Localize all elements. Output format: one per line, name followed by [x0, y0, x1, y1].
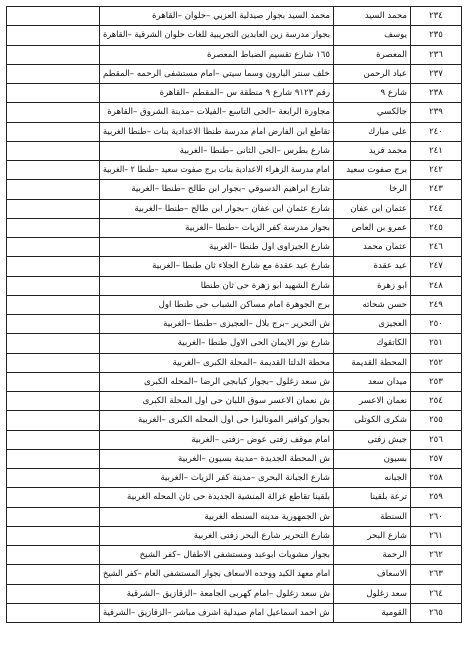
branch-name-text: ميدان سعد [368, 376, 407, 387]
branch-name-text: عثمان محمد [363, 242, 407, 253]
branch-name-cell [334, 7, 411, 26]
branch-name-text: جالكسي [376, 107, 407, 118]
empty-cell [7, 526, 100, 545]
branch-address-cell [100, 238, 334, 257]
empty-cell [7, 103, 100, 122]
branch-address-cell [100, 372, 334, 391]
empty-cell [7, 584, 100, 603]
table-row [7, 449, 462, 468]
branch-name-cell [334, 507, 411, 526]
branch-address-cell [100, 26, 334, 45]
branch-name-cell [334, 469, 411, 488]
empty-cell [7, 334, 100, 353]
empty-cell [7, 507, 100, 526]
row-number-cell: ٢٦٢ [411, 546, 462, 565]
table-row [7, 469, 462, 488]
row-number-cell: ٢٦٣ [411, 565, 462, 584]
empty-cell [7, 565, 100, 584]
branch-address-cell [100, 469, 334, 488]
branch-address-text: ش احمد اسماعيل امام صيدلية اشرف مباشر –الزقازيق –الشرقية [103, 607, 330, 618]
branch-address-text: بجوار مدرسة كفر الزيات –طنطا –الغربية [185, 222, 330, 233]
row-number-cell: ٢٥٣ [411, 372, 462, 391]
empty-cell [7, 141, 100, 160]
empty-cell [7, 122, 100, 141]
branch-name-cell [334, 546, 411, 565]
empty-cell [7, 238, 100, 257]
table-row [7, 218, 462, 237]
branch-address-text: رقم ٩١٢٣ شارع ٩ منطقة س –المقطم –القاهرة [159, 88, 330, 99]
branch-address-text: بجوار كوافير الموناليزا حى اول المحله الكبرى –الغربية [138, 415, 330, 426]
row-number-cell: ٢٤٨ [411, 276, 462, 295]
branch-name-text: الجبانه [384, 473, 407, 484]
branch-address-text: امام موقف زفتى عوض –زفتى –الغربية [191, 434, 330, 445]
empty-cell [7, 469, 100, 488]
empty-cell [7, 64, 100, 83]
row-number-cell: ٢٤٧ [411, 257, 462, 276]
branch-address-text: شارع نور الايمان الحى الاول طنطا –الغربية [177, 338, 330, 349]
branch-address-text: ١٦٥ شارع تقسيم الضباط المعصرة [206, 49, 330, 60]
branch-address-text: ش المحطة الجديدة –مدينة بسيون –الغربية [178, 453, 330, 464]
row-number-cell: ٢٤٦ [411, 238, 462, 257]
branch-address-cell [100, 392, 334, 411]
branch-name-text: عمرو بن العاص [351, 222, 407, 233]
branch-name-cell [334, 276, 411, 295]
row-number-cell: ٢٥٠ [411, 315, 462, 334]
row-number-cell: ٢٥٦ [411, 430, 462, 449]
table-row [7, 103, 462, 122]
table-row [7, 526, 462, 545]
branch-address-cell [100, 161, 334, 180]
branch-address-text: شارع عيد عقدة مع شارع الجلاء ثان طنطا –الغربية [152, 261, 330, 272]
row-number-cell: ٢٣٥ [411, 26, 462, 45]
branch-name-text: الرخا [389, 184, 407, 195]
branch-name-text: شارع البحر [367, 530, 407, 541]
branch-address-text: ش التحرير –برج بلال –العجيزى –طنطا –الغربية [163, 319, 330, 330]
branch-name-text: عباد الرحمن [363, 68, 407, 79]
branch-name-cell [334, 392, 411, 411]
branch-name-text: محمد فريد [368, 145, 407, 156]
branch-name-cell [334, 84, 411, 103]
row-number-cell: ٢٦١ [411, 526, 462, 545]
branch-address-text: تقاطع ابن الفارض امام مدرسة طنطا الاعدادية بنات –طنطا الغربية [102, 126, 330, 137]
branch-name-cell [334, 45, 411, 64]
branch-address-cell [100, 141, 334, 160]
row-number-cell: ٢٥٧ [411, 449, 462, 468]
branch-address-text: امام مدرسة الزهراء الاعدادية بنات برج صفوت سعيد –طنطا ٢ –الغربية [103, 165, 330, 176]
branch-address-cell [100, 565, 334, 584]
branch-name-text: القومية [381, 607, 407, 618]
row-number-cell: ٢٣٨ [411, 84, 462, 103]
branch-address-text: محطة الدلتا القديمة –المحلة الكبرى –الغربية [172, 357, 330, 368]
row-number-cell: ٢٥٢ [411, 353, 462, 372]
branch-address-cell [100, 353, 334, 372]
branch-name-cell [334, 430, 411, 449]
empty-cell [7, 411, 100, 430]
branch-name-cell [334, 238, 411, 257]
table-row [7, 507, 462, 526]
branch-address-text: شارع الشهيد ابو زهرة حى ثان طنطا [200, 280, 330, 291]
branch-name-text: جيش زفتى [367, 434, 407, 445]
empty-cell [7, 26, 100, 45]
empty-cell [7, 392, 100, 411]
branch-name-text: على مبارك [368, 126, 407, 137]
empty-cell [7, 45, 100, 64]
branch-name-cell [334, 411, 411, 430]
empty-cell [7, 84, 100, 103]
branch-name-text: برج صفوت سعيد [346, 165, 407, 176]
table-row [7, 199, 462, 218]
empty-cell [7, 295, 100, 314]
branch-name-text: نعمان الاعسر [359, 396, 407, 407]
empty-cell [7, 353, 100, 372]
row-number-cell: ٢٥٨ [411, 469, 462, 488]
branch-name-text: عيد عقدة [373, 261, 407, 272]
branch-address-cell [100, 45, 334, 64]
table-row [7, 122, 462, 141]
table-row [7, 45, 462, 64]
empty-cell [7, 257, 100, 276]
branch-address-text: ش سعد زغلول –امام كهربى الجامعة –الزقازيق –الشرقية [126, 588, 330, 599]
branch-name-text: بسيون [383, 453, 407, 464]
table-row [7, 372, 462, 391]
empty-cell [7, 430, 100, 449]
branch-name-text: عثمان ابن عفان [350, 203, 407, 214]
branch-address-text: برج الجوهرة امام مساكن الشباب حى طنطا اول [158, 299, 330, 310]
row-number-cell: ٢٦٤ [411, 584, 462, 603]
row-number-cell: ٢٣٧ [411, 64, 462, 83]
branch-name-cell [334, 199, 411, 218]
empty-cell [7, 7, 100, 26]
row-number-cell: ٢٤٢ [411, 161, 462, 180]
branch-address-cell [100, 257, 334, 276]
branch-address-cell [100, 276, 334, 295]
branch-name-cell [334, 122, 411, 141]
branch-address-text: ش سعد زغلول –بجوار كبابجى الرضا –المحله الكبرى [143, 376, 330, 387]
branch-address-text: محمد السيد بجوار صيدلية العزبي –حلوان –القاهرة [151, 11, 330, 22]
row-number-cell: ٢٦٥ [411, 603, 462, 622]
table-row [7, 315, 462, 334]
branch-name-cell [334, 218, 411, 237]
branch-name-cell [334, 488, 411, 507]
branch-address-cell [100, 430, 334, 449]
row-number-cell: ٢٣٦ [411, 45, 462, 64]
branch-address-text: شارع عثمان ابن عفان –بجوار ابن طالح –طنطا –الغربية [134, 203, 330, 214]
branch-address-cell [100, 334, 334, 353]
branch-name-text: سعد زغلول [366, 588, 407, 599]
branch-address-cell [100, 449, 334, 468]
empty-cell [7, 180, 100, 199]
branch-address-table [6, 6, 462, 623]
empty-cell [7, 546, 100, 565]
empty-cell [7, 449, 100, 468]
table-row [7, 84, 462, 103]
branch-address-cell [100, 546, 334, 565]
branch-name-text: الرحمة [382, 550, 407, 561]
table-row [7, 238, 462, 257]
table-row [7, 7, 462, 26]
empty-cell [7, 372, 100, 391]
branch-name-text: شكرى الكوتلى [354, 415, 407, 426]
table-row [7, 488, 462, 507]
branch-address-cell [100, 295, 334, 314]
branch-name-text: المحطة القديمة [351, 357, 407, 368]
row-number-cell: ٢٥١ [411, 334, 462, 353]
table-row [7, 430, 462, 449]
table-row [7, 411, 462, 430]
branch-address-cell [100, 122, 334, 141]
branch-address-text: شارع الجيزاوى اول طنطا –الغربية [209, 242, 330, 253]
branch-name-text: حسن شحاته [362, 299, 407, 310]
branch-address-text: شارع ابراهيم الدسوقي –بجوار ابن طالح –طنطا –الغربية [131, 184, 330, 195]
empty-cell [7, 315, 100, 334]
branch-address-text: امام معهد الكبد ووحده الاسعاف بجوار المستشفى العام –كفر الشيخ [102, 569, 330, 580]
row-number-cell: ٢٤٩ [411, 295, 462, 314]
branch-address-cell [100, 7, 334, 26]
branch-name-cell [334, 295, 411, 314]
branch-address-text: شارع التحرير شارع البحر زفتى الغربية [193, 530, 330, 541]
table-row [7, 392, 462, 411]
table-row [7, 161, 462, 180]
branch-address-text: شارع الجبانة البحرى –مدينة كفر الزيات –الغربية [160, 473, 330, 484]
branch-address-cell [100, 64, 334, 83]
branch-address-cell [100, 84, 334, 103]
empty-cell [7, 218, 100, 237]
branch-name-cell [334, 584, 411, 603]
branch-name-cell [334, 26, 411, 45]
row-number-cell: ٢٣٩ [411, 103, 462, 122]
branch-name-cell [334, 526, 411, 545]
branch-name-text: السنطة [380, 511, 407, 522]
row-number-cell: ٢٤١ [411, 141, 462, 160]
branch-address-text: بلقينا تقاطع غزالة المنشية الجديدة حى ثان المحله الغربية [126, 492, 330, 503]
table-row [7, 353, 462, 372]
table-row [7, 565, 462, 584]
row-number-cell: ٢٦٠ [411, 507, 462, 526]
table-body [7, 7, 462, 623]
branch-address-cell [100, 218, 334, 237]
branch-address-cell [100, 488, 334, 507]
table-row [7, 26, 462, 45]
branch-name-text: الكاتقوك [376, 338, 407, 349]
table-row [7, 603, 462, 622]
branch-name-cell [334, 565, 411, 584]
branch-address-cell [100, 103, 334, 122]
branch-address-cell [100, 603, 334, 622]
branch-name-cell [334, 257, 411, 276]
branch-name-text: يوسف [384, 30, 407, 41]
branch-address-cell [100, 507, 334, 526]
branch-name-cell [334, 603, 411, 622]
empty-cell [7, 276, 100, 295]
table-row [7, 276, 462, 295]
empty-cell [7, 603, 100, 622]
branch-address-text: خلف سنتر البارون وسما سيتي –امام مستشفى الرحمه –المقطم [103, 68, 330, 79]
branch-name-cell [334, 161, 411, 180]
table-row [7, 584, 462, 603]
row-number-cell: ٢٣٤ [411, 7, 462, 26]
branch-address-cell [100, 180, 334, 199]
empty-cell [7, 488, 100, 507]
row-number-cell: ٢٤٥ [411, 218, 462, 237]
branch-name-cell [334, 315, 411, 334]
row-number-cell: ٢٤٣ [411, 180, 462, 199]
branch-address-text: بجوار مشويات ابوعبد ومستشفى الاطفال –كفر الشيخ [139, 550, 330, 561]
branch-name-text: ترعة بلقينا [370, 492, 407, 503]
branch-name-cell [334, 180, 411, 199]
branch-address-text: ش الجمهورية مدينه السنطه الغربية [204, 511, 330, 522]
branch-name-text: ابو زهرة [377, 280, 407, 291]
branch-address-text: شارع بطرس –الحى الثانى –طنطا –الغربية [179, 145, 330, 156]
branch-name-text: شارع ٩ [380, 88, 407, 99]
branch-name-text: محمد السيد [364, 11, 407, 22]
branch-name-cell [334, 353, 411, 372]
branch-name-text: المعصرة [376, 49, 407, 60]
branch-name-text: الاسعاف [376, 569, 407, 580]
branch-name-cell [334, 334, 411, 353]
table-row [7, 64, 462, 83]
branch-address-cell [100, 584, 334, 603]
branch-address-text: بجوار مدرسة زين العابدين التجريبية للغات حلوان الشرقية –القاهرة [102, 30, 330, 41]
row-number-cell: ٢٥٤ [411, 392, 462, 411]
branch-address-cell [100, 199, 334, 218]
row-number-cell: ٢٤٤ [411, 199, 462, 218]
branch-name-cell [334, 103, 411, 122]
document-page [6, 6, 462, 623]
row-number-cell: ٢٥٥ [411, 411, 462, 430]
branch-address-cell [100, 315, 334, 334]
row-number-cell: ٢٥٩ [411, 488, 462, 507]
row-number-cell: ٢٤٠ [411, 122, 462, 141]
branch-name-cell [334, 372, 411, 391]
branch-address-text: مجاورة الرابعة –الحى التاسع –الفيلات –مدينة الشروق –القاهرة [107, 107, 330, 118]
table-row [7, 334, 462, 353]
table-row [7, 295, 462, 314]
branch-name-cell [334, 64, 411, 83]
table-row [7, 141, 462, 160]
empty-cell [7, 161, 100, 180]
branch-name-cell [334, 449, 411, 468]
table-row [7, 180, 462, 199]
branch-address-cell [100, 526, 334, 545]
branch-address-cell [100, 411, 334, 430]
empty-cell [7, 199, 100, 218]
table-row [7, 546, 462, 565]
branch-address-text: ش نعمان الاعسر سوق اللبان حى اول المحلة الكبرى [142, 396, 330, 407]
branch-name-cell [334, 141, 411, 160]
branch-name-text: العجيزى [378, 319, 407, 330]
table-row [7, 257, 462, 276]
